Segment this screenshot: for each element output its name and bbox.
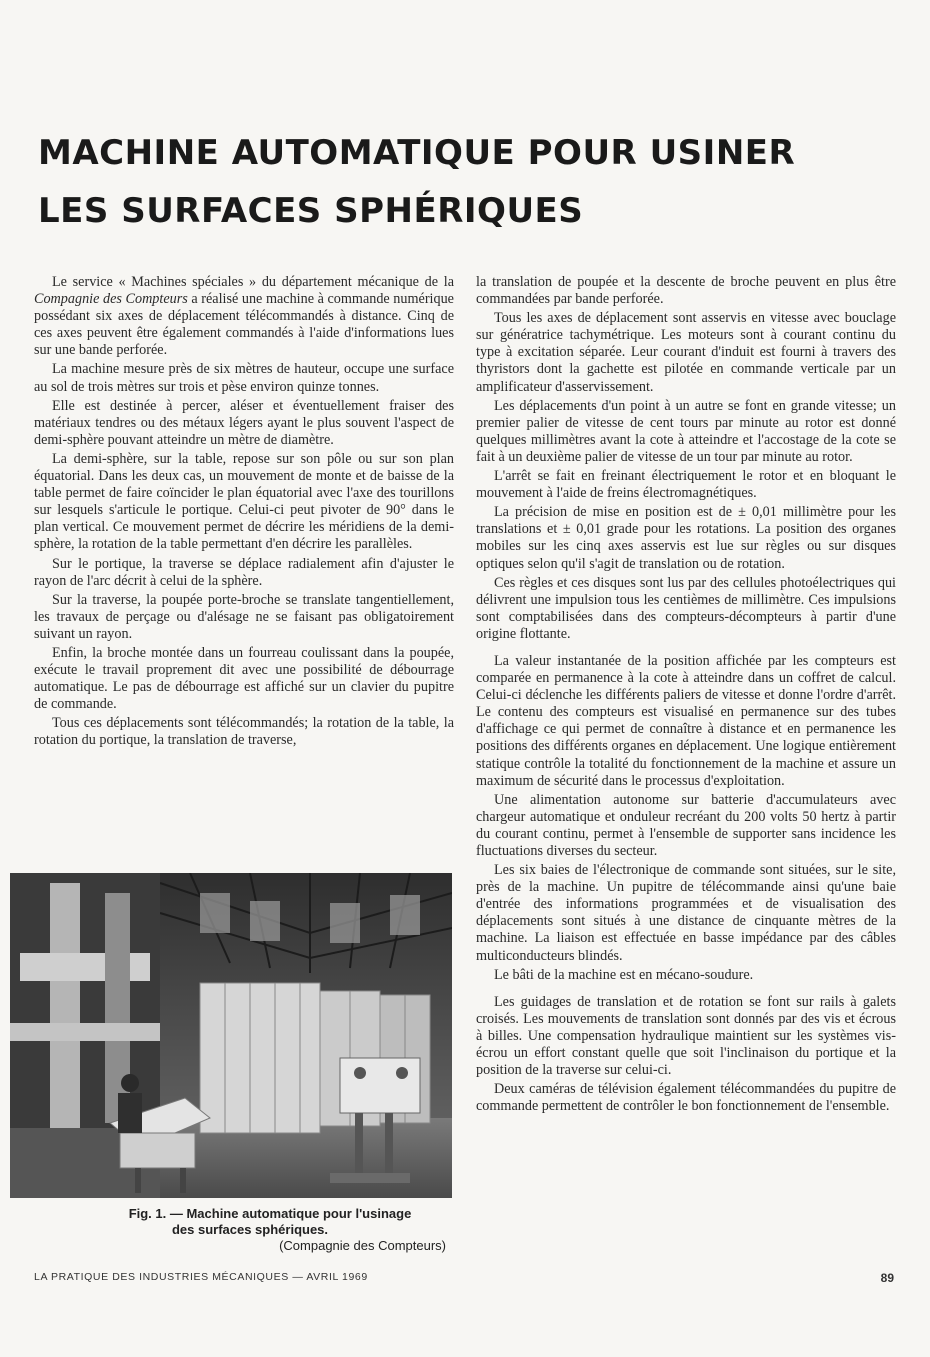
article-title bbox=[38, 124, 898, 240]
journal-name: LA PRATIQUE DES INDUSTRIES MÉCANIQUES — AVRIL 1969 bbox=[34, 1271, 368, 1283]
left-column bbox=[34, 274, 454, 752]
paragraph: Les déplacements d'un point à un autre se font en grande vitesse; un premier palier de vitesse de cent tours par minute au rotor est donné quelques millimètres avant la cote à atteindre et l'accostage de la cote se fait à un deuxième palier de vitesse de un tour par minute au rotor. bbox=[476, 397, 896, 465]
company-name: Compagnie des Compteurs bbox=[34, 291, 188, 308]
paragraph: Tous les axes de déplacement sont asservis en vitesse avec bouclage sur génératrice tachymétrique. Les moteurs sont à courant continu du type à excitation séparée. Leur courant d'induit est fourni à travers des thyristors dont la gachette est pilotée en commande verticale par un amplificateur d'asservissement. bbox=[476, 310, 896, 395]
paragraph: Sur le portique, la traverse se déplace radialement afin d'ajuster le rayon de l'arc décrit à celui de la sphère. bbox=[34, 555, 454, 589]
right-column bbox=[476, 274, 896, 1117]
paragraph: Elle est destinée à percer, aléser et éventuellement fraiser des matériaux tendres ou des métaux légers ayant le plus souvent l'aspect de demi-sphère pouvant atteindre un mètre de diamètre. bbox=[34, 397, 454, 448]
paragraph: Deux caméras de télévision également télécommandées du pupitre de commande permettent de contrôler le bon fonctionnement de l'ensemble. bbox=[476, 1081, 896, 1115]
machine-photo bbox=[10, 873, 452, 1198]
title-line-1: MACHINE AUTOMATIQUE POUR USINER bbox=[38, 133, 796, 173]
caption-line-1: Fig. 1. — Machine automatique pour l'usinage bbox=[128, 1206, 412, 1221]
page-number: 89 bbox=[880, 1271, 894, 1285]
paragraph: Sur la traverse, la poupée porte-broche se translate tangentiellement, les travaux de perçage ou d'alésage ne se faisant pas obligatoirement suivant un rayon. bbox=[34, 591, 454, 642]
paragraph: La précision de mise en position est de ± 0,01 millimètre pour les translations et ± 0,01 grade pour les rotations. La position des organes mobiles sur les cinq axes asservis est lue sur règles ou sur disques optiques selon qu'il s'agit de translation ou de rotation. bbox=[476, 504, 896, 572]
figure-caption bbox=[40, 1206, 460, 1254]
paragraph: Ces règles et ces disques sont lus par des cellules photoélectriques qui délivrent une impulsion tous les centièmes de millimètre. Ces impulsions sont comptabilisées dans des compteurs-décompteurs à partir d'une origine flottante. bbox=[476, 574, 896, 642]
paragraph: Les guidages de translation et de rotation se font sur rails à galets croisés. Les mouvements de translation sont donnés par des vis et écrous à billes. Une compensation hydraulique maintient sur les systèmes vis-écrou un effort constant quelle que soit l'inclinaison du portique et la position de la traverse sur celui-ci. bbox=[476, 993, 896, 1079]
paragraph: La demi-sphère, sur la table, repose sur son pôle ou sur son plan équatorial. Dans les deux cas, un mouvement de monte et de baisse de la table permet de faire coïncider le plan équatorial avec l'axe des tourillons sur lesquels s'articule le portique. Celui-ci peut pivoter de 90° dans le plan vertical. Ce mouvement permet de décrire les méridiens de la demi-sphère, la rotation de la table permettant d'en décrire les parallèles. bbox=[34, 450, 454, 553]
paragraph-intro: Le service « Machines spéciales » du département mécanique de la Compagnie des Compteurs a réalisé une machine à commande numérique possédant six axes de déplacement télécommandés à distance. Cinq de ces axes peuvent être également commandés à l'aide d'informations lues sur une bande perforée. bbox=[34, 274, 454, 359]
paragraph: Tous ces déplacements sont télécommandés; la rotation de la table, la rotation du portique, la translation de traverse, bbox=[34, 715, 454, 749]
page-footer bbox=[34, 1271, 894, 1283]
title-line-2: LES SURFACES SPHÉRIQUES bbox=[38, 191, 584, 231]
paragraph: La machine mesure près de six mètres de hauteur, occupe une surface au sol de trois mètres sur trois et pèse environ quinze tonnes. bbox=[34, 361, 454, 395]
photo-credit: (Compagnie des Compteurs) bbox=[279, 1238, 446, 1253]
paragraph: L'arrêt se fait en freinant électriquement le rotor et en bloquant le mouvement à l'aide de freins électromagnétiques. bbox=[476, 468, 896, 502]
paragraph: Le bâti de la machine est en mécano-soudure. bbox=[494, 966, 754, 983]
paragraph: Les six baies de l'électronique de commande sont situées, sur le site, près de la machine. Un pupitre de télécommande ainsi qu'une baie d'entrée des informations programmées et de visualisation des déplacements sont situés à une distance de cinquante mètres de la machine. La liaison est effectuée en basse impédance par des câbles multiconducteurs blindés. bbox=[476, 862, 896, 964]
paragraph: la translation de poupée et la descente de broche peuvent en plus être commandées par bande perforée. bbox=[476, 274, 896, 308]
paragraph: Une alimentation autonome sur batterie d'accumulateurs avec chargeur automatique et onduleur recréant du 200 volts 50 hertz à partir du courant continu, permet à l'ensemble de supporter sans incidence les fluctuations diverses du secteur. bbox=[476, 791, 896, 859]
caption-line-2: des surfaces sphériques. bbox=[171, 1222, 329, 1237]
paragraph: La valeur instantanée de la position affichée par les compteurs est comparée en permanence à la cote à atteindre dans un coffret de calcul. Celui-ci déclenche les différents paliers de vitesse et donne l'ordre d'arrêt. Le contenu des compteurs est visualisé en permanence sur des tubes d'affichage ce qui permet de connaître à distance et en permanence les positions des différents organes en déplacement. Une logique entièrement statique contrôle la totalité du fonctionnement de la machine et assure un maximum de sécurité dans le processus d'exploitation. bbox=[476, 652, 896, 789]
paragraph: Enfin, la broche montée dans un fourreau coulissant dans la poupée, exécute le travail proprement dit avec une possibilité de débourrage automatique. Le pas de débourrage est affiché sur un clavier du pupitre de commande. bbox=[34, 644, 454, 713]
machine-photo-illustration bbox=[10, 873, 452, 1198]
